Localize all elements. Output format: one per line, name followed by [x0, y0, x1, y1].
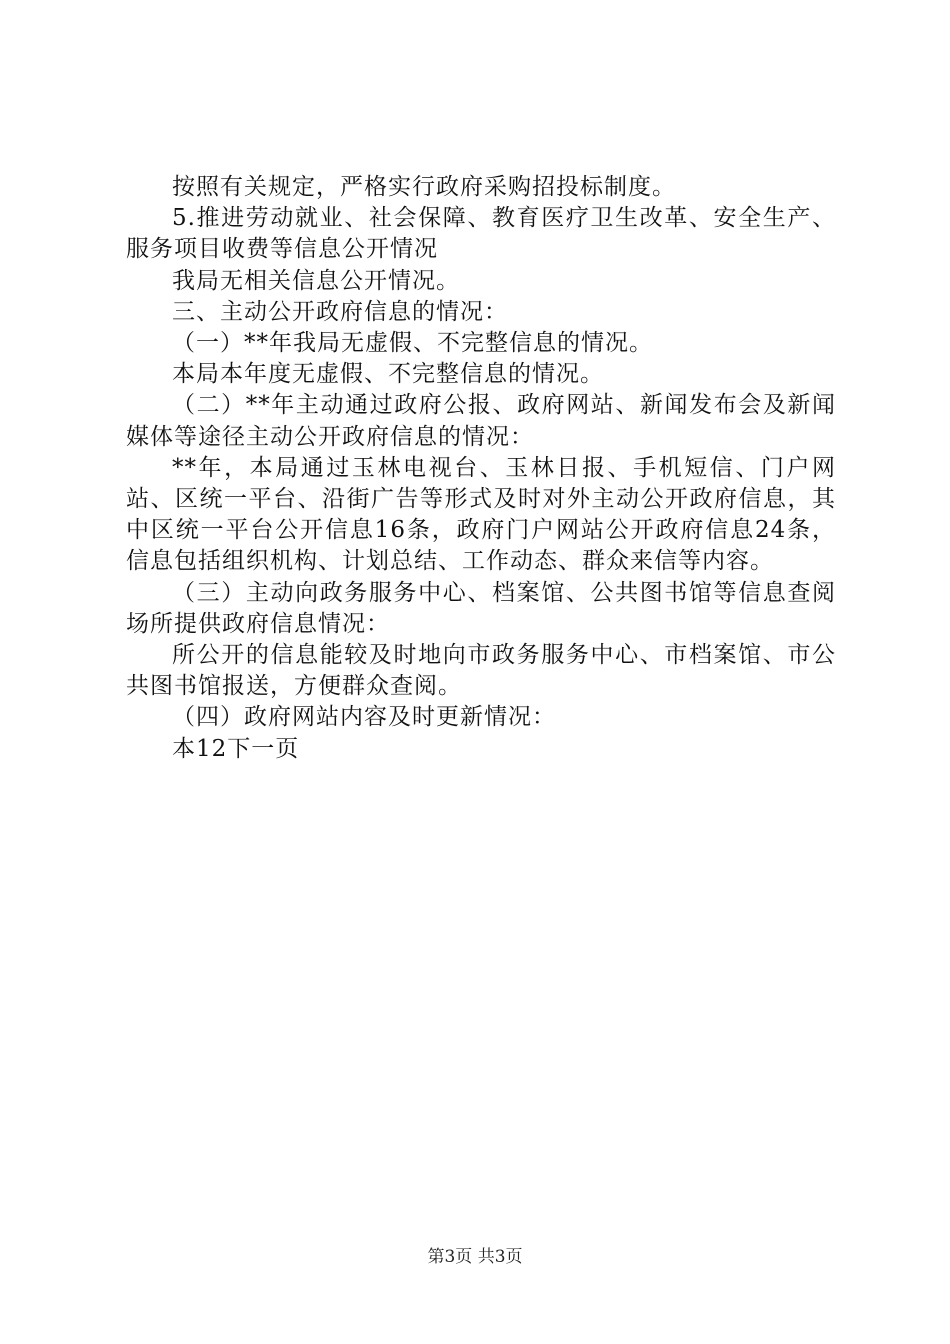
paragraph: 本局本年度无虚假、不完整信息的情况。: [172, 361, 604, 388]
subsection-heading: （一）**年我局无虚假、不完整信息的情况。: [172, 330, 653, 357]
paragraph: 按照有关规定，严格实行政府采购招投标制度。: [172, 174, 676, 200]
subsection-heading: （四）政府网站内容及时更新情况：: [172, 704, 556, 731]
document-body: [126, 172, 836, 765]
paragraph: **年，本局通过玉林电视台、玉林日报、手机短信、门户网站、区统一平台、沿街广告等形式及时对外主动公开政府信息，其中区统一平台公开信息16条，政府门户网站公开政府信息24条，信息包括组织机构、计划总结、工作动态、群众来信等内容。: [126, 454, 836, 575]
next-page-link: 本12下一页: [172, 735, 300, 762]
subsection-heading: （三）主动向政务服务中心、档案馆、公共图书馆等信息查阅场所提供政府信息情况：: [126, 579, 836, 637]
paragraph: 5.推进劳动就业、社会保障、教育医疗卫生改革、安全生产、服务项目收费等信息公开情况: [126, 205, 836, 263]
section-heading: 三、主动公开政府信息的情况：: [172, 298, 508, 325]
page-indicator: 第3页 共3页: [427, 1247, 523, 1267]
paragraph: 我局无相关信息公开情况。: [172, 267, 460, 294]
subsection-heading: （二）**年主动通过政府公报、政府网站、新闻发布会及新闻媒体等途径主动公开政府信息的情况：: [126, 392, 836, 450]
paragraph: 所公开的信息能较及时地向市政务服务中心、市档案馆、市公共图书馆报送，方便群众查阅。: [126, 642, 836, 700]
